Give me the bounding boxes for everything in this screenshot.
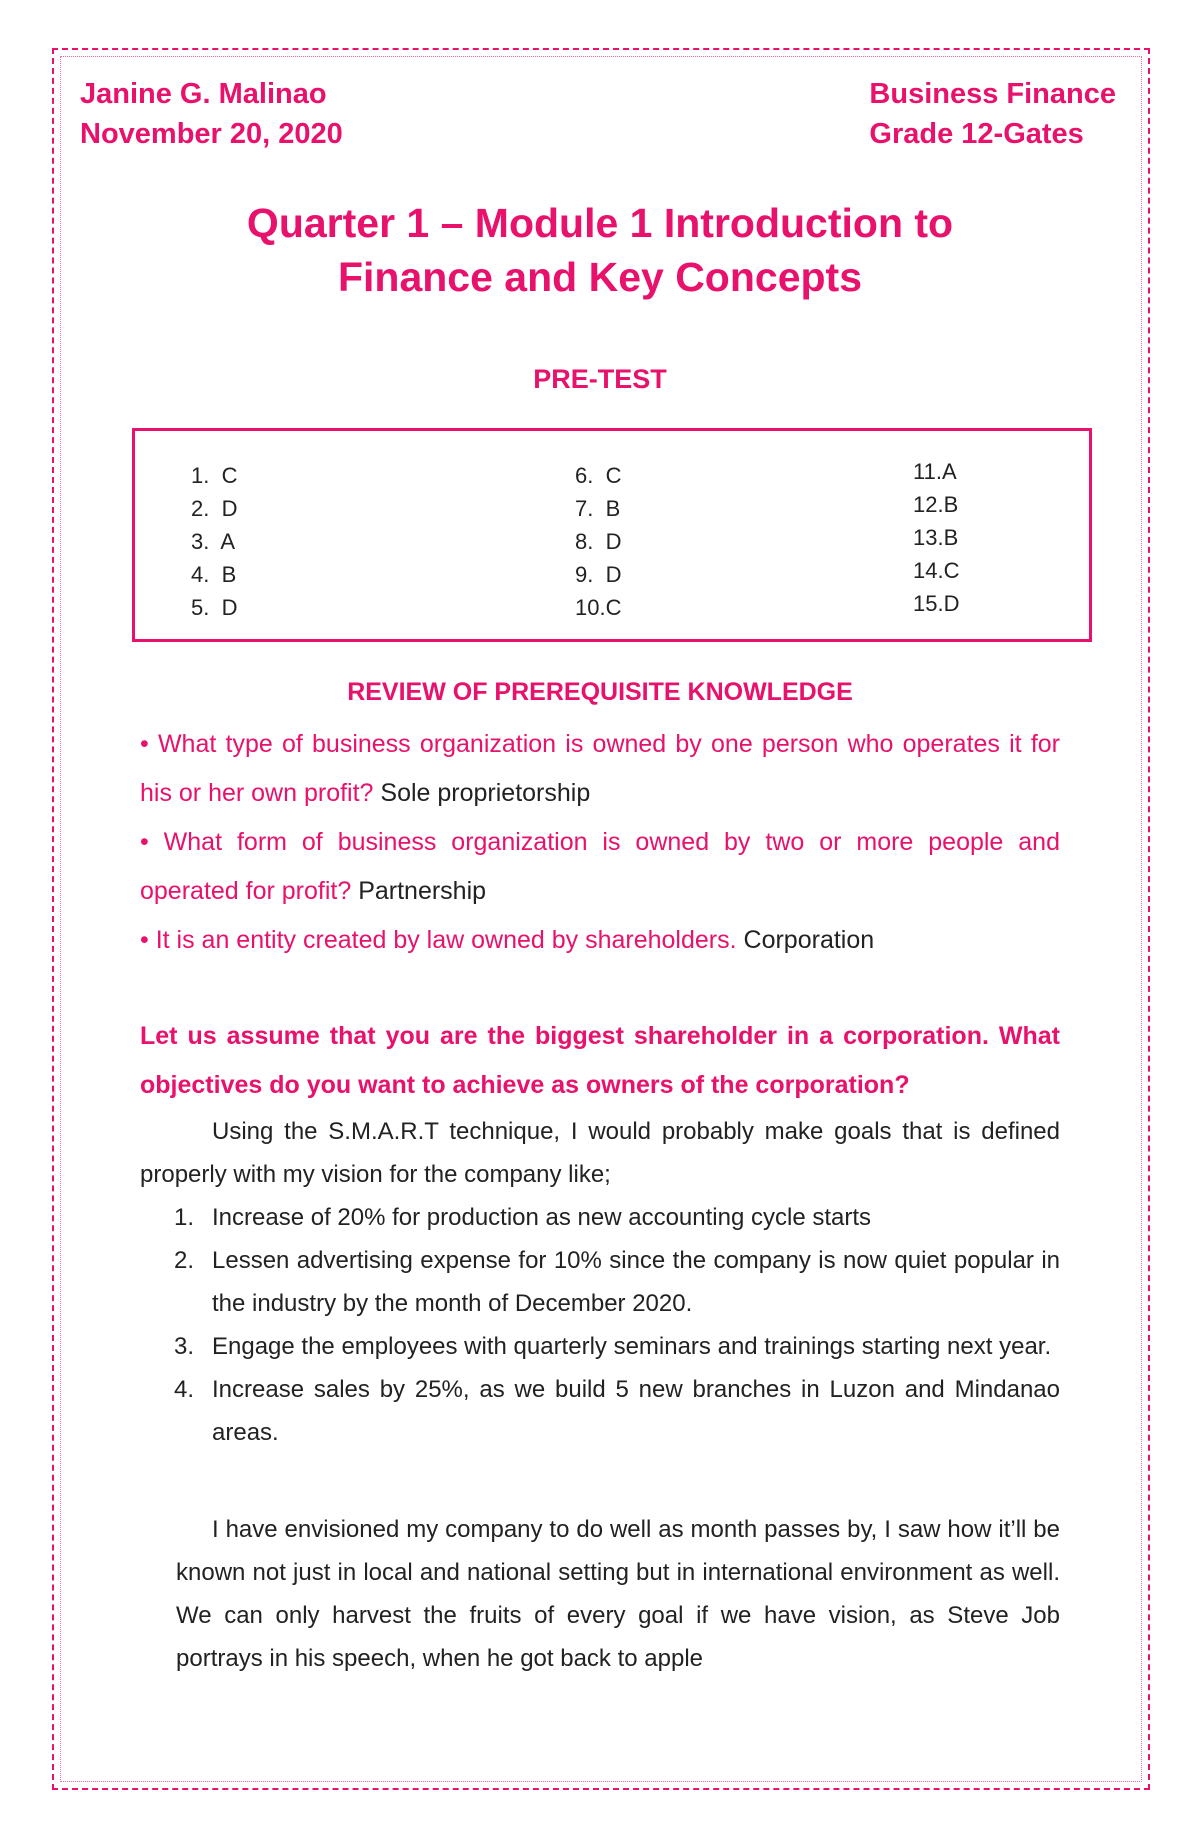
goal-item bbox=[140, 1196, 1060, 1239]
goal-text: Increase of 20% for production as new accounting cycle starts bbox=[212, 1204, 872, 1231]
answer-column-2 bbox=[575, 459, 621, 624]
goals-list bbox=[140, 1196, 1060, 1454]
submission-date: November 20, 2020 bbox=[80, 118, 343, 150]
review-answer: Partnership bbox=[351, 877, 487, 905]
answer-item: 14.C bbox=[913, 558, 960, 583]
answer-item: 5. D bbox=[191, 595, 238, 620]
page-title bbox=[120, 196, 1080, 304]
student-info bbox=[80, 74, 343, 154]
title-line-1: Quarter 1 – Module 1 Introduction to bbox=[246, 200, 954, 246]
goal-number: 2. bbox=[174, 1247, 195, 1274]
review-question: • It is an entity created by law owned by shareholders. bbox=[140, 926, 737, 954]
answer-item: 8. D bbox=[575, 529, 622, 554]
student-name: Janine G. Malinao bbox=[80, 78, 327, 110]
answer-item: 2. D bbox=[191, 496, 238, 521]
answer-item: 9. D bbox=[575, 562, 622, 587]
review-question: • What type of business organization is owned by one person who operates it for his or her own profit? bbox=[140, 730, 1060, 807]
answer-item: 7. B bbox=[575, 496, 621, 521]
goal-number: 3. bbox=[174, 1333, 195, 1360]
review-item bbox=[140, 916, 1060, 965]
intro-paragraph: Using the S.M.A.R.T technique, I would probably make goals that is defined properly with my vision for the company like; bbox=[140, 1118, 1060, 1188]
answer-column-3 bbox=[913, 455, 959, 620]
subject-name: Business Finance bbox=[869, 78, 1116, 110]
review-item bbox=[140, 818, 1060, 916]
title-line-2: Finance and Key Concepts bbox=[337, 254, 862, 300]
goal-item bbox=[140, 1368, 1060, 1454]
review-item bbox=[140, 720, 1060, 818]
answer-item: 10.C bbox=[575, 595, 622, 620]
closing-paragraph: I have envisioned my company to do well as month passes by, I saw how it’ll be known not just in local and national setting but in international environment as well. We can only harvest the fruits of every goal if we have vision, as Steve Job portrays in his speech, when he got back to apple bbox=[176, 1516, 1060, 1672]
answer-item: 12.B bbox=[913, 492, 959, 517]
answer-item: 4. B bbox=[191, 562, 237, 587]
review-question: • What form of business organization is owned by two or more people and operated for profit? bbox=[140, 828, 1060, 905]
answer-item: 13.B bbox=[913, 525, 959, 550]
goal-item bbox=[140, 1239, 1060, 1325]
answer-item: 1. C bbox=[191, 463, 238, 488]
pretest-heading: PRE-TEST bbox=[533, 364, 667, 394]
review-list bbox=[140, 720, 1060, 965]
goal-text: Engage the employees with quarterly seminars and trainings starting next year. bbox=[212, 1333, 1052, 1360]
pretest-answer-box bbox=[132, 428, 1092, 642]
goal-number: 1. bbox=[174, 1204, 195, 1231]
review-answer: Corporation bbox=[736, 926, 875, 954]
goal-item bbox=[140, 1325, 1060, 1368]
answer-item: 6. C bbox=[575, 463, 622, 488]
review-answer: Sole proprietorship bbox=[373, 779, 591, 807]
review-heading: REVIEW OF PREREQUISITE KNOWLEDGE bbox=[347, 678, 853, 706]
answer-item: 11.A bbox=[913, 459, 957, 484]
answer-item: 3. A bbox=[191, 529, 236, 554]
essay-prompt: Let us assume that you are the biggest shareholder in a corporation. What objectives do you want to achieve as owners of the corporation? bbox=[140, 1022, 1060, 1099]
answer-column-1 bbox=[191, 459, 237, 624]
answer-item: 15.D bbox=[913, 591, 960, 616]
goal-text: Increase sales by 25%, as we build 5 new branches in Luzon and Mindanao areas. bbox=[212, 1376, 1060, 1446]
goal-number: 4. bbox=[174, 1376, 195, 1403]
course-info bbox=[869, 74, 1116, 154]
goal-text: Lessen advertising expense for 10% since the company is now quiet popular in the industry by the month of December 2020. bbox=[212, 1247, 1060, 1317]
grade-section: Grade 12-Gates bbox=[869, 118, 1084, 150]
